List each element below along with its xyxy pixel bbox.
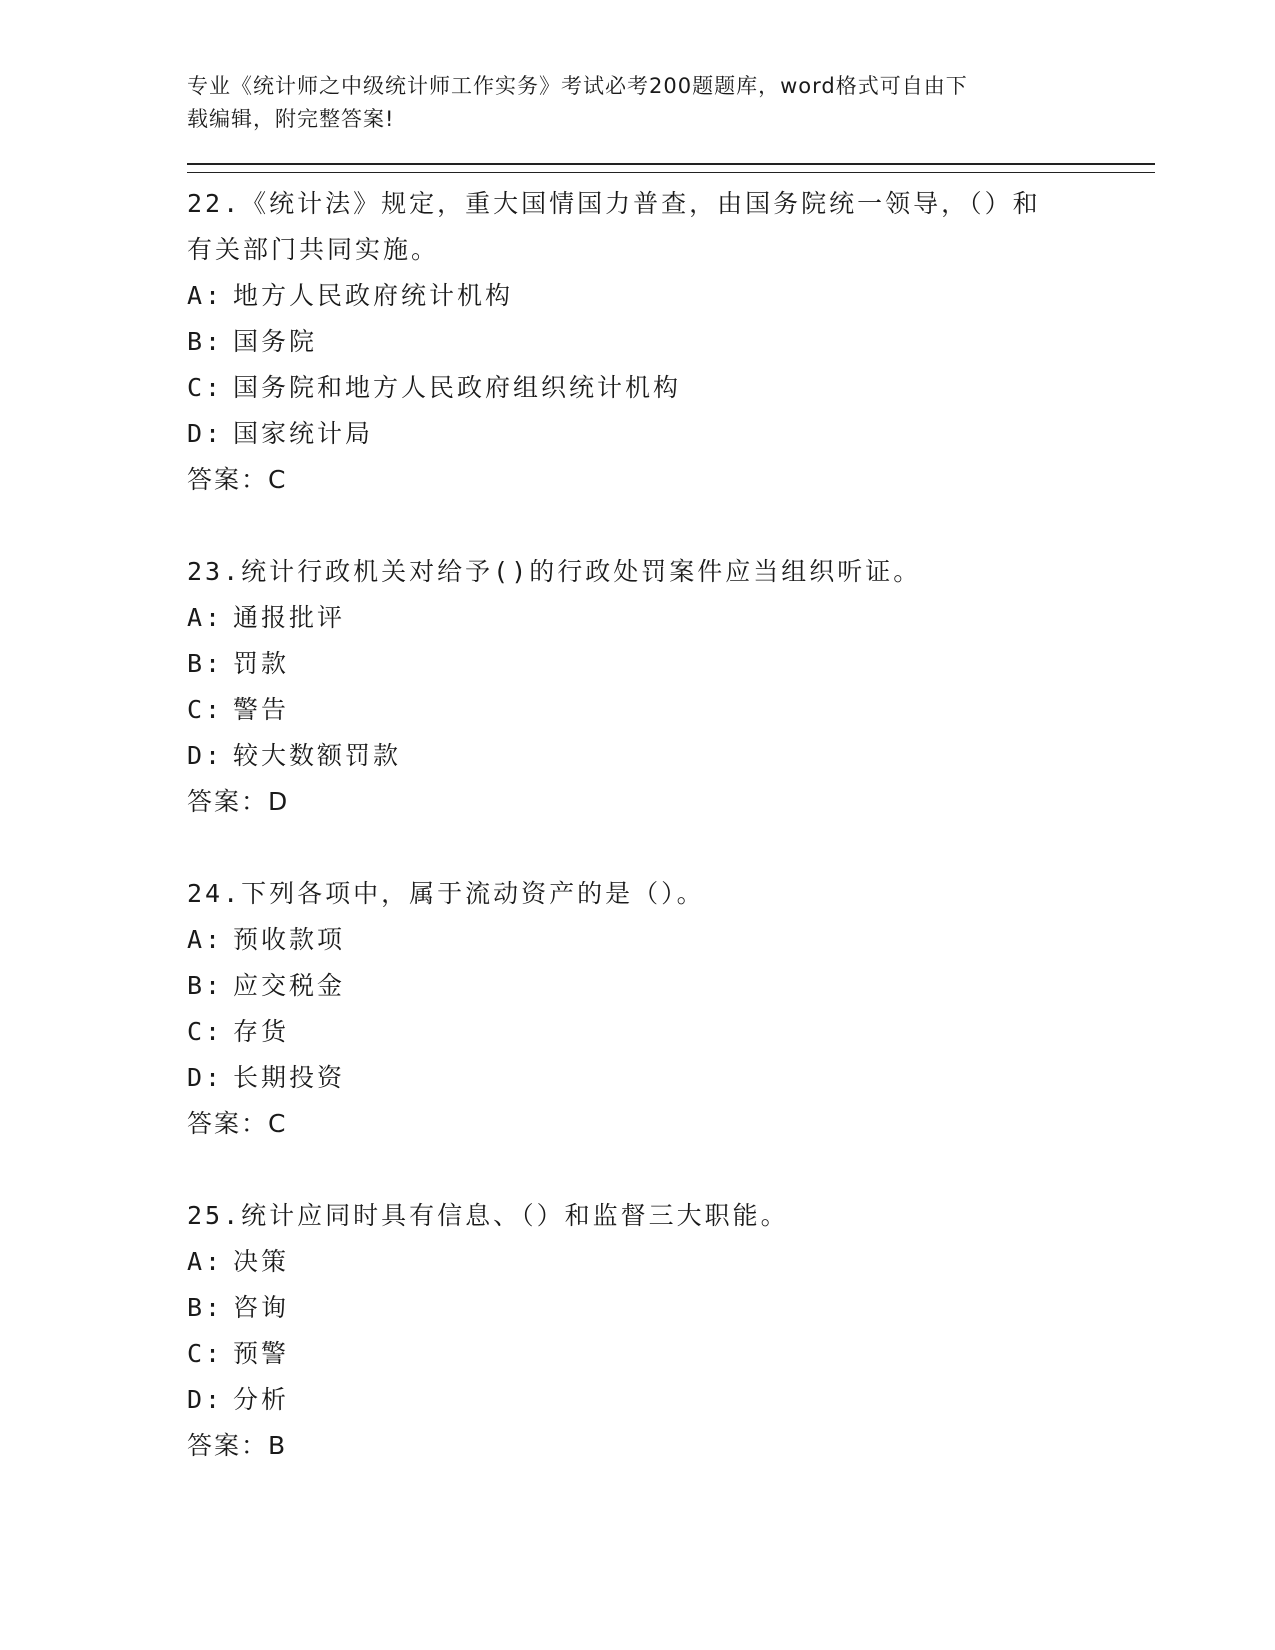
header-line-2: 载编辑，附完整答案!: [187, 107, 395, 131]
answer-value: C: [268, 1109, 286, 1138]
answer-line: [187, 779, 1155, 825]
header-divider: [187, 163, 1155, 173]
answer-value: C: [268, 465, 286, 494]
option-letter: D:: [187, 741, 224, 770]
answer-label: 答案：: [187, 787, 269, 816]
question-23: [187, 549, 1155, 825]
option-b: [187, 1285, 1155, 1331]
header-line-1: 专业《统计师之中级统计师工作实务》考试必考200题题库，word格式可自由下: [187, 74, 968, 98]
option-text: 决策: [233, 1247, 290, 1276]
question-title: 23.统计行政机关对给予()的行政处罚案件应当组织听证。: [187, 557, 922, 586]
option-c: [187, 1009, 1155, 1055]
question-22: [187, 181, 1155, 503]
option-text: 国务院和地方人民政府组织统计机构: [233, 373, 682, 402]
option-text: 分析: [233, 1385, 290, 1414]
option-text: 存货: [233, 1017, 290, 1046]
document-header: [187, 70, 1067, 136]
spacer: [187, 503, 1155, 549]
answer-label: 答案：: [187, 465, 269, 494]
option-letter: B:: [187, 327, 224, 356]
option-letter: C:: [187, 373, 224, 402]
option-a: [187, 273, 1155, 319]
spacer: [187, 1147, 1155, 1193]
document-page: [187, 70, 1155, 1469]
answer-line: [187, 457, 1155, 503]
answer-value: D: [268, 787, 288, 816]
option-text: 国家统计局: [233, 419, 374, 448]
option-b: [187, 641, 1155, 687]
option-c: [187, 365, 1155, 411]
option-text: 罚款: [233, 649, 290, 678]
option-text: 地方人民政府统计机构: [233, 281, 514, 310]
option-d: [187, 733, 1155, 779]
option-c: [187, 687, 1155, 733]
option-a: [187, 917, 1155, 963]
option-d: [187, 1377, 1155, 1423]
option-letter: C:: [187, 1339, 224, 1368]
option-d: [187, 411, 1155, 457]
option-text: 咨询: [233, 1293, 290, 1322]
option-a: [187, 1239, 1155, 1285]
option-a: [187, 595, 1155, 641]
question-title: 22.《统计法》规定，重大国情国力普查，由国务院统一领导，（）和有关部门共同实施。: [187, 189, 1041, 264]
option-letter: C:: [187, 1017, 224, 1046]
question-25: [187, 1193, 1155, 1469]
option-text: 较大数额罚款: [233, 741, 402, 770]
option-b: [187, 319, 1155, 365]
option-d: [187, 1055, 1155, 1101]
spacer: [187, 825, 1155, 871]
option-letter: D:: [187, 1063, 224, 1092]
answer-line: [187, 1423, 1155, 1469]
option-text: 预收款项: [233, 925, 346, 954]
question-24: [187, 871, 1155, 1147]
option-letter: D:: [187, 1385, 224, 1414]
option-text: 预警: [233, 1339, 290, 1368]
option-c: [187, 1331, 1155, 1377]
option-letter: A:: [187, 925, 224, 954]
question-title: 25.统计应同时具有信息、（）和监督三大职能。: [187, 1201, 789, 1230]
option-letter: D:: [187, 419, 224, 448]
option-letter: B:: [187, 1293, 224, 1322]
option-text: 通报批评: [233, 603, 346, 632]
answer-label: 答案：: [187, 1431, 269, 1460]
answer-line: [187, 1101, 1155, 1147]
question-title: 24.下列各项中，属于流动资产的是（）。: [187, 879, 705, 908]
option-b: [187, 963, 1155, 1009]
option-letter: B:: [187, 971, 224, 1000]
option-letter: B:: [187, 649, 224, 678]
answer-label: 答案：: [187, 1109, 269, 1138]
option-text: 国务院: [233, 327, 318, 356]
option-text: 长期投资: [233, 1063, 346, 1092]
option-letter: A:: [187, 1247, 224, 1276]
option-text: 应交税金: [233, 971, 346, 1000]
answer-value: B: [268, 1431, 286, 1460]
option-letter: A:: [187, 281, 224, 310]
option-letter: A:: [187, 603, 224, 632]
option-letter: C:: [187, 695, 224, 724]
option-text: 警告: [233, 695, 290, 724]
